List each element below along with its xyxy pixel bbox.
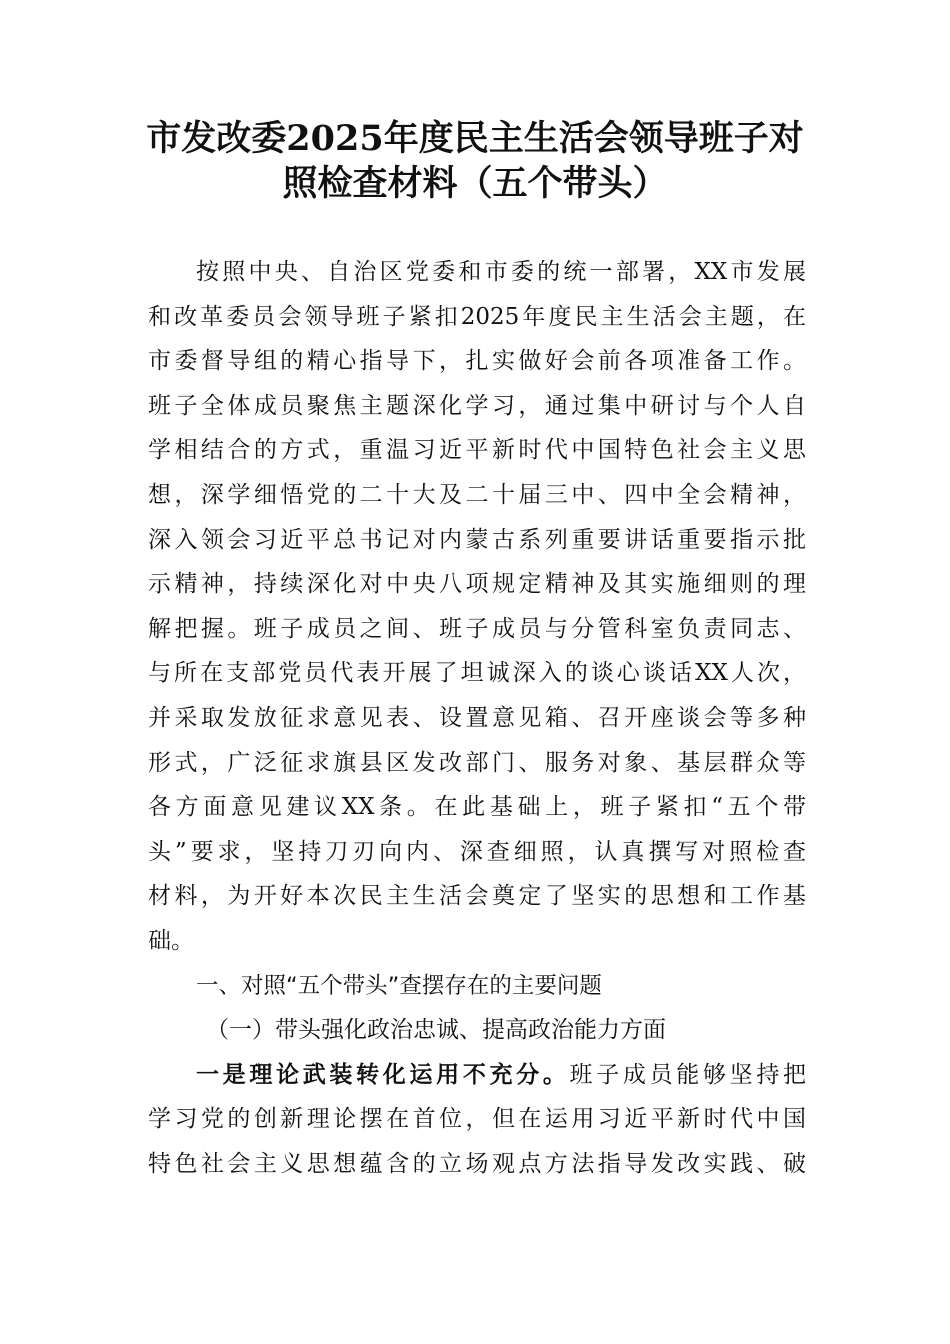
document-title-line-2: 照检查材料（五个带头） <box>282 163 668 204</box>
intro-line: 解把握。班子成员之间、班子成员与分管科室负责同志、 <box>148 615 806 642</box>
point-1-title: 一是理论武装转化运用不充分。 <box>196 1061 570 1088</box>
intro-line: 市委督导组的精心指导下，扎实做好会前各项准备工作。 <box>148 348 806 375</box>
intro-line: 学相结合的方式，重温习近平新时代中国特色社会主义思 <box>148 437 806 464</box>
intro-line: 和改革委员会领导班子紧扣2025年度民主生活会主题，在 <box>148 303 806 330</box>
intro-line: 想，深学细悟党的二十大及二十届三中、四中全会精神， <box>148 481 806 508</box>
document-body <box>148 250 806 1186</box>
point-1-first-line <box>148 1053 806 1098</box>
point-1-line: 学习党的创新理论摆在首位，但在运用习近平新时代中国 <box>148 1106 806 1133</box>
intro-line: 按照中央、自治区党委和市委的统一部署，XX市发展 <box>196 259 806 285</box>
intro-line: 形式，广泛征求旗县区发改部门、服务对象、基层群众等 <box>148 749 806 776</box>
point-1-line: 特色社会主义思想蕴含的立场观点方法指导发改实践、破 <box>148 1150 806 1177</box>
intro-line: 班子全体成员聚焦主题深化学习，通过集中研讨与个人自 <box>148 392 806 419</box>
intro-line: 并采取发放征求意见表、设置意见箱、召开座谈会等多种 <box>148 704 806 731</box>
intro-line: 础。 <box>148 927 194 954</box>
intro-line: 各方面意见建议XX条。在此基础上，班子紧扣“五个带 <box>148 794 806 821</box>
intro-line: 示精神，持续深化对中央八项规定精神及其实施细则的理 <box>148 571 806 598</box>
section-heading-1: 一、对照“五个带头”查摆存在的主要问题 <box>196 972 602 999</box>
document-title-line-1: 市发改委2025年度民主生活会领导班子对 <box>146 118 804 159</box>
point-1-text: 班子成员能够坚持把 <box>569 1061 807 1088</box>
intro-line: 与所在支部党员代表开展了坦诚深入的谈心谈话XX人次， <box>148 660 806 687</box>
intro-line: 材料，为开好本次民主生活会奠定了坚实的思想和工作基 <box>148 883 806 910</box>
section-heading-2: （一）带头强化政治忠诚、提高政治能力方面 <box>206 1017 666 1044</box>
intro-line: 深入领会习近平总书记对内蒙古系列重要讲话重要指示批 <box>148 526 806 553</box>
intro-line: 头”要求，坚持刀刃向内、深查细照，认真撰写对照检查 <box>148 838 806 865</box>
